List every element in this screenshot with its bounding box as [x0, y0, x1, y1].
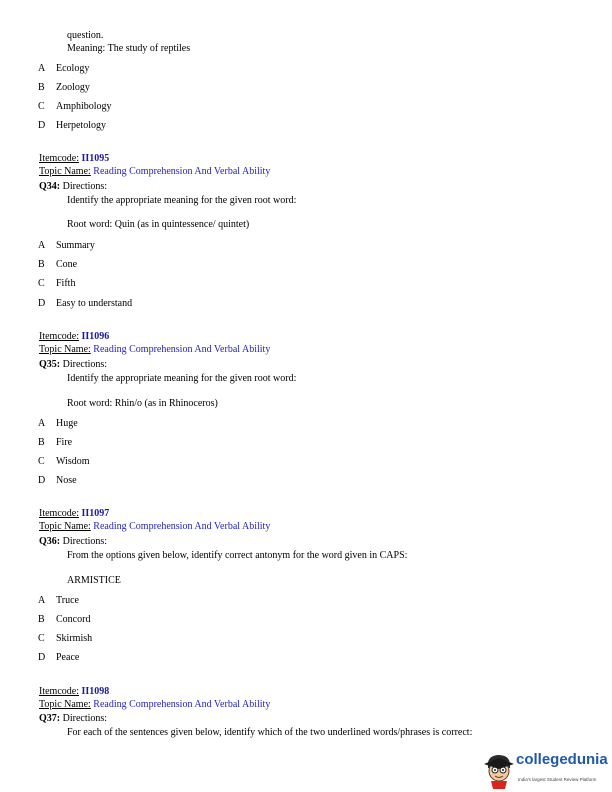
question-header	[39, 359, 107, 371]
option-text: Cone	[56, 259, 78, 270]
question-prompt: Root word: Rhin/o (as in Rhinoceros)	[67, 398, 218, 409]
option-row[interactable]	[0, 278, 300, 290]
option-letter: A	[38, 63, 46, 74]
option-text: Fifth	[56, 278, 76, 289]
question-number: Q34:	[39, 181, 61, 192]
option-text: Skirmish	[56, 633, 93, 644]
option-text: Peace	[56, 652, 80, 663]
option-text: Zoology	[56, 82, 90, 93]
directions-label: Directions:	[62, 536, 108, 547]
meaning-text: Meaning: The study of reptiles	[67, 43, 191, 54]
brand-name: collegedunia	[516, 752, 608, 768]
option-letter: C	[38, 101, 45, 112]
topic-value: Reading Comprehension And Verbal Ability	[93, 699, 271, 710]
option-text: Truce	[56, 595, 79, 606]
question-header	[39, 536, 107, 548]
question-header	[39, 181, 107, 193]
option-text: Nose	[56, 475, 77, 486]
option-text: Huge	[56, 418, 78, 429]
brand-tagline: India's largest Student Review Platform	[518, 777, 597, 782]
itemcode-line	[39, 153, 109, 165]
mascot-icon	[482, 752, 516, 790]
option-row[interactable]	[0, 595, 300, 607]
itemcode-label: Itemcode:	[39, 331, 79, 342]
question-number: Q37:	[39, 713, 61, 724]
topic-line	[39, 344, 270, 356]
topic-line	[39, 699, 270, 711]
question-prompt: Root word: Quin (as in quintessence/ quintet)	[67, 219, 250, 230]
option-letter: C	[38, 278, 45, 289]
option-text: Summary	[56, 240, 95, 251]
question-header	[39, 713, 107, 725]
collegedunia-logo[interactable]	[480, 752, 612, 792]
option-row[interactable]	[0, 614, 300, 626]
option-letter: B	[38, 82, 45, 93]
directions-label: Directions:	[62, 359, 108, 370]
directions-label: Directions:	[62, 713, 108, 724]
option-letter: D	[38, 475, 46, 486]
topic-label: Topic Name:	[39, 521, 91, 532]
topic-label: Topic Name:	[39, 699, 91, 710]
question-prompt: ARMISTICE	[67, 575, 121, 586]
question-instruction: For each of the sentences given below, identify which of the two underlined words/phrases is correct:	[67, 727, 473, 738]
question-number: Q35:	[39, 359, 61, 370]
itemcode-label: Itemcode:	[39, 686, 79, 697]
option-row[interactable]	[0, 437, 300, 449]
option-letter: A	[38, 418, 46, 429]
option-row[interactable]	[0, 101, 300, 113]
directions-label: Directions:	[62, 181, 108, 192]
itemcode-line	[39, 508, 109, 520]
itemcode-value: II1096	[81, 331, 110, 342]
question-continuation: question.	[67, 30, 104, 41]
option-row[interactable]	[0, 475, 300, 487]
itemcode-label: Itemcode:	[39, 153, 79, 164]
option-row[interactable]	[0, 240, 300, 252]
option-row[interactable]	[0, 418, 300, 430]
itemcode-line	[39, 686, 109, 698]
option-letter: B	[38, 259, 45, 270]
option-row[interactable]	[0, 82, 300, 94]
option-letter: C	[38, 456, 45, 467]
option-letter: D	[38, 652, 46, 663]
option-letter: A	[38, 240, 46, 251]
question-instruction: Identify the appropriate meaning for the given root word:	[67, 195, 297, 206]
topic-label: Topic Name:	[39, 344, 91, 355]
option-letter: B	[38, 614, 45, 625]
topic-label: Topic Name:	[39, 166, 91, 177]
question-instruction: From the options given below, identify correct antonym for the word given in CAPS:	[67, 550, 408, 561]
option-row[interactable]	[0, 120, 300, 132]
option-row[interactable]	[0, 298, 300, 310]
option-text: Amphibology	[56, 101, 112, 112]
topic-line	[39, 521, 270, 533]
option-row[interactable]	[0, 456, 300, 468]
option-row[interactable]	[0, 633, 300, 645]
option-letter: A	[38, 595, 46, 606]
topic-value: Reading Comprehension And Verbal Ability	[93, 166, 271, 177]
question-number: Q36:	[39, 536, 61, 547]
option-text: Wisdom	[56, 456, 90, 467]
option-row[interactable]	[0, 652, 300, 664]
topic-line	[39, 166, 270, 178]
option-text: Ecology	[56, 63, 90, 74]
question-instruction: Identify the appropriate meaning for the given root word:	[67, 373, 297, 384]
option-letter: B	[38, 437, 45, 448]
option-row[interactable]	[0, 259, 300, 271]
option-row[interactable]	[0, 63, 300, 75]
option-text: Fire	[56, 437, 73, 448]
itemcode-value: II1097	[81, 508, 110, 519]
option-text: Herpetology	[56, 120, 106, 131]
itemcode-value: II1098	[81, 686, 110, 697]
option-text: Concord	[56, 614, 91, 625]
option-letter: D	[38, 120, 46, 131]
itemcode-label: Itemcode:	[39, 508, 79, 519]
topic-value: Reading Comprehension And Verbal Ability	[93, 521, 271, 532]
option-letter: C	[38, 633, 45, 644]
option-text: Easy to understand	[56, 298, 133, 309]
topic-value: Reading Comprehension And Verbal Ability	[93, 344, 271, 355]
itemcode-value: II1095	[81, 153, 110, 164]
option-letter: D	[38, 298, 46, 309]
itemcode-line	[39, 331, 109, 343]
